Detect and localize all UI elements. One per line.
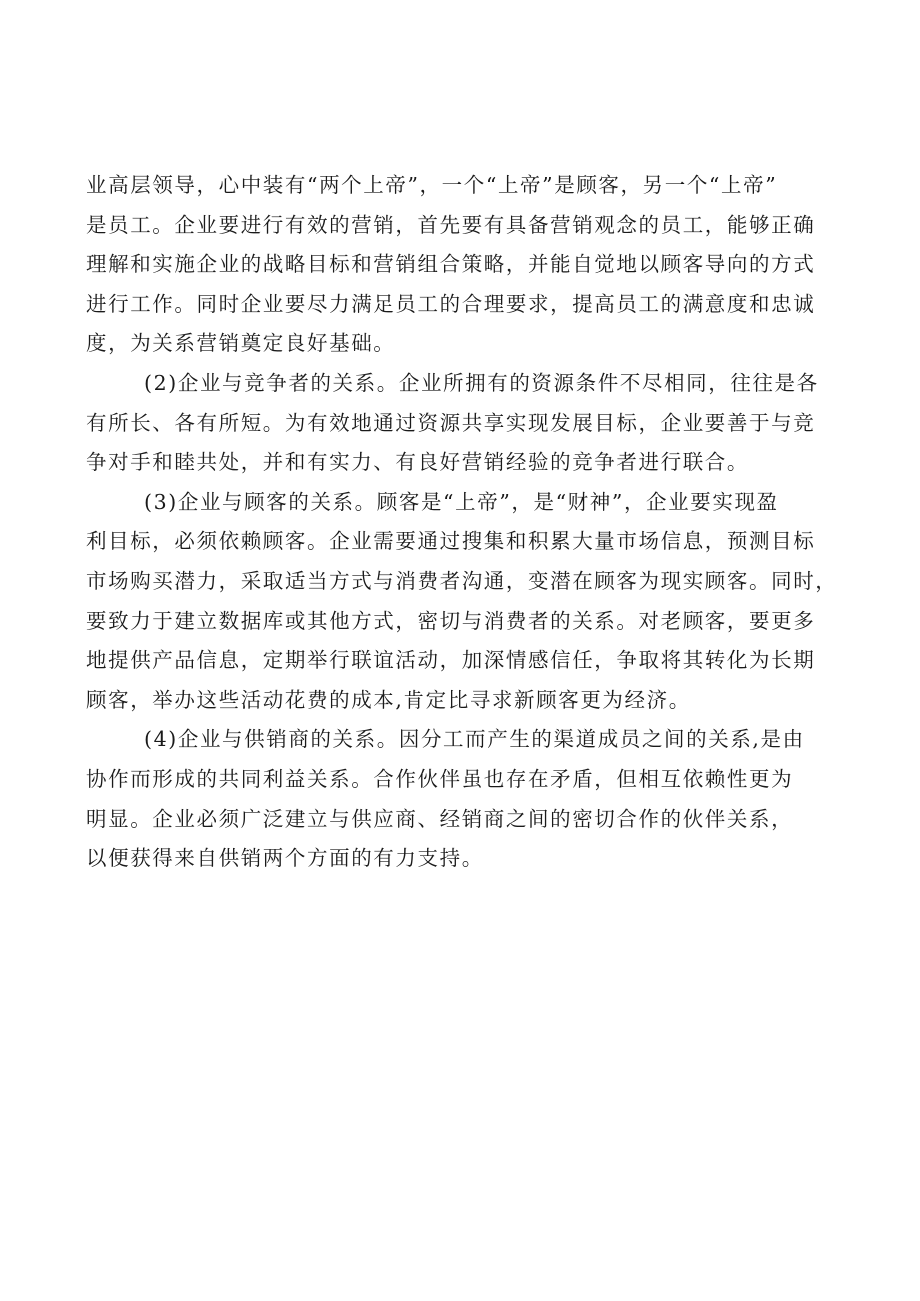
text-line: 协作而形成的共同利益关系。合作伙伴虽也存在矛盾，但相互依赖性更为 [86, 766, 794, 791]
text-line: (2)企业与竞争者的关系。企业所拥有的资源条件不尽相同，往往是各 [144, 370, 819, 395]
text-line: 争对手和睦共处，并和有实力、有良好营销经验的竞争者进行联合。 [86, 450, 749, 475]
text-line: (4)企业与供销商的关系。因分工而产生的渠道成员之间的关系,是由 [144, 727, 805, 752]
text-line: 市场购买潜力，采取适当方式与消费者沟通，变潜在顾客为现实顾客。同时， [86, 568, 838, 593]
text-line: 进行工作。同时企业要尽力满足员工的合理要求，提高员工的满意度和忠诚 [86, 291, 816, 316]
text-line: 理解和实施企业的战略目标和营销组合策略，并能自觉地以顾客导向的方式 [86, 252, 816, 277]
paragraph-competitors [86, 364, 846, 483]
text-line: 利目标，必须依赖顾客。企业需要通过搜集和积累大量市场信息，预测目标 [86, 529, 816, 554]
text-line: 明显。企业必须广泛建立与供应商、经销商之间的密切合作的伙伴关系， [86, 806, 794, 831]
paragraph-employees [86, 166, 846, 364]
text-line: 有所长、各有所短。为有效地通过资源共享实现发展目标，企业要善于与竞 [86, 410, 816, 435]
text-line: 以便获得来自供销两个方面的有力支持。 [86, 846, 484, 871]
text-line: 业高层领导，心中装有“两个上帝”，一个“上帝”是顾客，另一个“上帝” [86, 173, 778, 197]
paragraph-suppliers [86, 720, 846, 878]
document-body [86, 166, 846, 879]
text-line: 顾客，举办这些活动花费的成本,肯定比寻求新顾客更为经济。 [86, 687, 691, 712]
text-line: (3)企业与顾客的关系。顾客是“上帝”，是“财神”，企业要实现盈 [144, 489, 779, 514]
paragraph-customers [86, 483, 846, 721]
text-line: 地提供产品信息，定期举行联谊活动，加深情感信任，争取将其转化为长期 [86, 648, 816, 673]
text-line: 度，为关系营销奠定良好基础。 [86, 331, 396, 356]
text-line: 要致力于建立数据库或其他方式，密切与消费者的关系。对老顾客，要更多 [86, 608, 816, 633]
text-line: 是员工。企业要进行有效的营销，首先要有具备营销观念的员工，能够正确 [86, 212, 816, 237]
